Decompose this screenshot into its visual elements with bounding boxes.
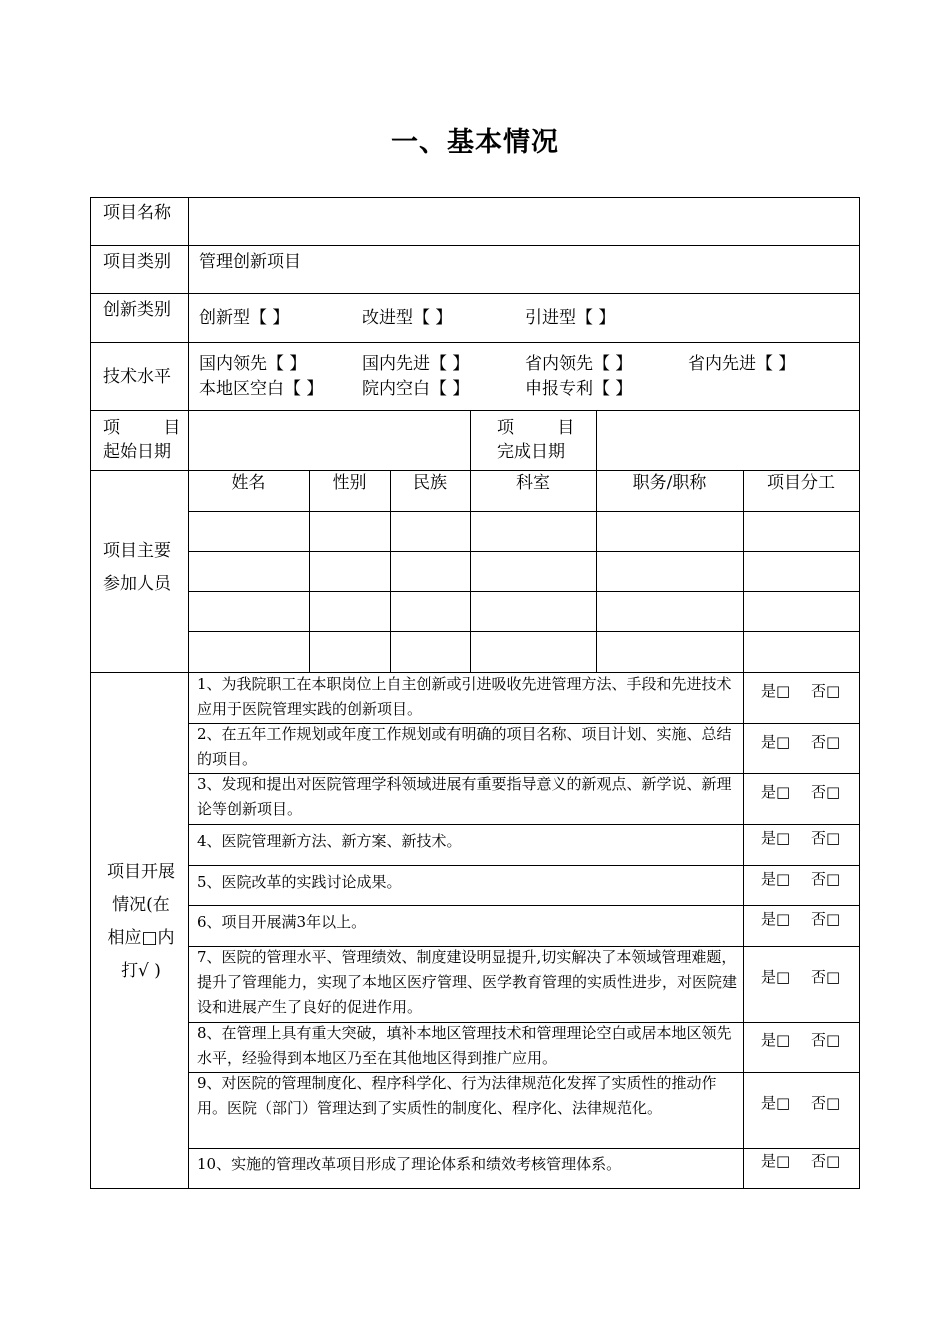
- no-checkbox[interactable]: 否□: [811, 1152, 841, 1170]
- criteria-item: 2、在五年工作规划或年度工作规划或有明确的项目名称、项目计划、实施、总结的项目。: [197, 725, 732, 768]
- table-line: [90, 342, 860, 343]
- yes-checkbox[interactable]: 是□: [761, 1152, 791, 1170]
- table-line: [90, 293, 860, 294]
- innovation-option[interactable]: 创新型【 】: [199, 308, 290, 328]
- no-checkbox[interactable]: 否□: [811, 829, 841, 847]
- table-line: [188, 197, 189, 1189]
- table-line: [470, 410, 471, 672]
- criteria-item: 5、医院改革的实践讨论成果。: [197, 873, 402, 891]
- project-category-value: 管理创新项目: [199, 252, 301, 272]
- table-line: [90, 245, 860, 246]
- tech-level-option[interactable]: 国内领先【 】: [199, 354, 307, 374]
- yes-checkbox[interactable]: 是□: [761, 829, 791, 847]
- no-checkbox[interactable]: 否□: [811, 870, 841, 888]
- table-line: [743, 470, 744, 1189]
- members-header-ethnicity: 民族: [413, 473, 447, 493]
- table-line: [188, 865, 860, 866]
- tech-level-option[interactable]: 国内先进【 】: [362, 354, 470, 374]
- yes-checkbox[interactable]: 是□: [761, 682, 791, 700]
- members-label: 项目主要 参加人员: [103, 541, 171, 594]
- tech-level-label: 技术水平: [103, 367, 171, 387]
- criteria-item: 8、在管理上具有重大突破，填补本地区管理技术和管理理论空白或居本地区领先水平，经验得到本地区乃至在其他地区得到推广应用。: [197, 1024, 732, 1067]
- table-line: [188, 551, 860, 552]
- yes-checkbox[interactable]: 是□: [761, 783, 791, 801]
- table-line: [390, 470, 391, 672]
- project-name-value[interactable]: [199, 201, 849, 241]
- table-line: [596, 410, 597, 672]
- table-line: [188, 511, 860, 512]
- no-checkbox[interactable]: 否□: [811, 1094, 841, 1112]
- criteria-item: 1、为我院职工在本职岗位上自主创新或引进吸收先进管理方法、手段和先进技术应用于医院管理实践的创新项目。: [197, 675, 732, 718]
- table-line: [90, 197, 860, 198]
- tech-level-option[interactable]: 省内领先【 】: [525, 354, 633, 374]
- table-line: [188, 1148, 860, 1149]
- table-line: [90, 197, 91, 1189]
- page-title: 一、基本情况: [391, 127, 559, 158]
- innovation-option[interactable]: 改进型【 】: [362, 308, 453, 328]
- members-header-title: 职务/职称: [632, 473, 707, 493]
- no-checkbox[interactable]: 否□: [811, 682, 841, 700]
- table-line: [859, 197, 860, 1189]
- yes-checkbox[interactable]: 是□: [761, 733, 791, 751]
- yes-checkbox[interactable]: 是□: [761, 1031, 791, 1049]
- no-checkbox[interactable]: 否□: [811, 910, 841, 928]
- yes-checkbox[interactable]: 是□: [761, 968, 791, 986]
- members-header-role: 项目分工: [767, 473, 835, 493]
- end-date-label: 项 目 完成日期: [497, 418, 575, 462]
- end-date-value[interactable]: [606, 416, 851, 464]
- no-checkbox[interactable]: 否□: [811, 733, 841, 751]
- yes-checkbox[interactable]: 是□: [761, 910, 791, 928]
- criteria-item: 4、医院管理新方法、新方案、新技术。: [197, 832, 462, 850]
- table-line: [188, 824, 860, 825]
- table-line: [90, 410, 860, 411]
- table-line: [309, 470, 310, 672]
- criteria-item: 3、发现和提出对医院管理学科领域进展有重要指导意义的新观点、新学说、新理论等创新项目。: [197, 775, 732, 818]
- table-line: [188, 631, 860, 632]
- no-checkbox[interactable]: 否□: [811, 1031, 841, 1049]
- yes-checkbox[interactable]: 是□: [761, 1094, 791, 1112]
- project-category-label: 项目类别: [103, 252, 171, 272]
- innovation-type-label: 创新类别: [103, 300, 171, 320]
- project-name-label: 项目名称: [103, 203, 171, 223]
- members-header-department: 科室: [516, 473, 550, 493]
- tech-level-option[interactable]: 申报专利【 】: [525, 379, 633, 399]
- tech-level-option[interactable]: 院内空白【 】: [362, 379, 470, 399]
- no-checkbox[interactable]: 否□: [811, 783, 841, 801]
- criteria-item: 7、医院的管理水平、管理绩效、制度建设明显提升,切实解决了本领域管理难题，提升了管理能力，实现了本地区医疗管理、医学教育管理的实质性进步，对医院建设和进展产生了良好的促进作用。: [197, 948, 738, 1016]
- criteria-item: 10、实施的管理改革项目形成了理论体系和绩效考核管理体系。: [197, 1155, 622, 1173]
- yes-checkbox[interactable]: 是□: [761, 870, 791, 888]
- members-header-name: 姓名: [231, 473, 266, 493]
- criteria-item: 9、对医院的管理制度化、程序科学化、行为法律规范化发挥了实质性的推动作用。医院（部门）管理达到了实质性的制度化、程序化、法律规范化。: [197, 1074, 717, 1117]
- table-line: [90, 1188, 860, 1189]
- criteria-item: 6、项目开展满3年以上。: [197, 913, 367, 931]
- start-date-value[interactable]: [199, 416, 461, 464]
- table-line: [188, 591, 860, 592]
- members-header-gender: 性别: [332, 473, 367, 493]
- tech-level-option[interactable]: 省内先进【 】: [688, 354, 796, 374]
- table-line: [188, 905, 860, 906]
- no-checkbox[interactable]: 否□: [811, 968, 841, 986]
- progress-label: 项目开展 情况(在 相应□内 打√ ): [107, 862, 175, 981]
- tech-level-option[interactable]: 本地区空白【 】: [199, 379, 324, 399]
- innovation-option[interactable]: 引进型【 】: [525, 308, 616, 328]
- start-date-label: 项 目 起始日期: [103, 418, 181, 462]
